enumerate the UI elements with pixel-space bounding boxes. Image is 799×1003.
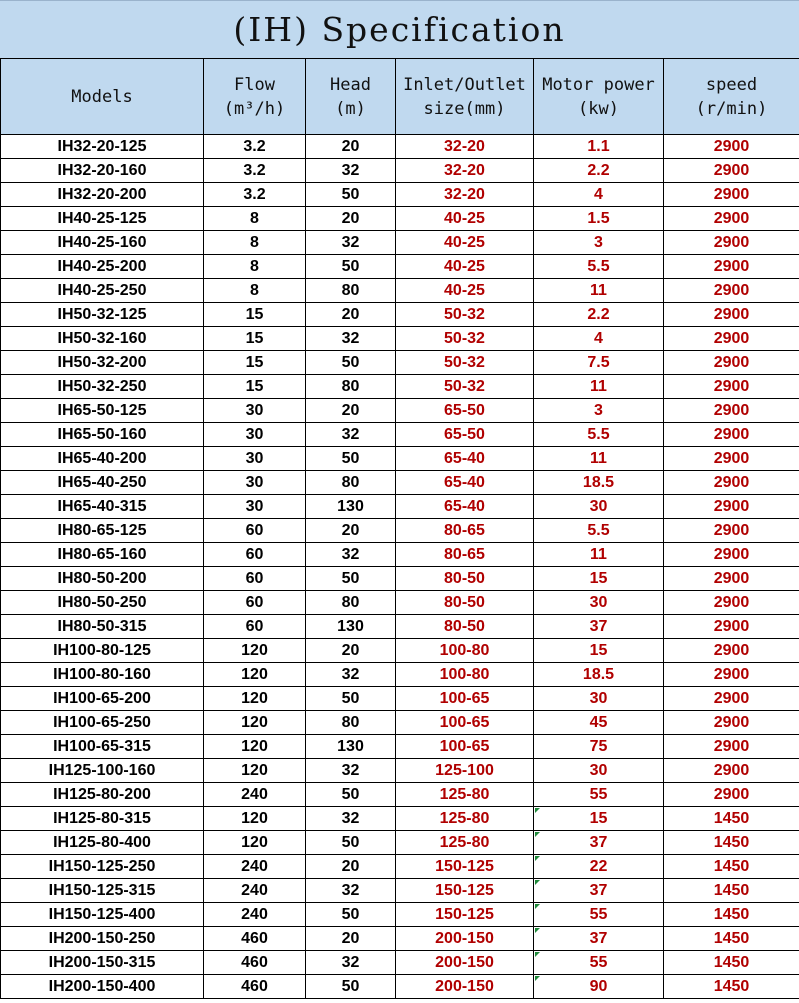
- flow-cell: 120: [204, 711, 306, 735]
- model-cell: IH40-25-125: [1, 207, 204, 231]
- speed-cell: 2900: [664, 231, 799, 255]
- inlet-outlet-cell: 100-65: [396, 735, 534, 759]
- flow-cell: 120: [204, 639, 306, 663]
- model-cell: IH50-32-250: [1, 375, 204, 399]
- flow-cell: 15: [204, 351, 306, 375]
- table-row: [1, 687, 799, 711]
- speed-cell: 1450: [664, 951, 799, 975]
- model-cell: IH100-65-315: [1, 735, 204, 759]
- inlet-outlet-cell: 65-50: [396, 399, 534, 423]
- head-cell: 50: [306, 567, 396, 591]
- model-cell: IH80-50-315: [1, 615, 204, 639]
- motor-power-cell: 11: [534, 375, 664, 399]
- flow-cell: 3.2: [204, 135, 306, 159]
- motor-power-cell: 22: [534, 855, 664, 879]
- model-cell: IH65-40-315: [1, 495, 204, 519]
- flow-cell: 8: [204, 255, 306, 279]
- inlet-outlet-cell: 80-50: [396, 567, 534, 591]
- flow-cell: 60: [204, 567, 306, 591]
- flow-cell: 240: [204, 903, 306, 927]
- model-cell: IH80-50-200: [1, 567, 204, 591]
- model-cell: IH65-50-125: [1, 399, 204, 423]
- table-row: [1, 207, 799, 231]
- flow-cell: 30: [204, 399, 306, 423]
- speed-cell: 2900: [664, 591, 799, 615]
- inlet-outlet-cell: 150-125: [396, 879, 534, 903]
- motor-power-cell: 11: [534, 447, 664, 471]
- inlet-outlet-cell: 65-40: [396, 495, 534, 519]
- flow-cell: 120: [204, 687, 306, 711]
- flow-cell: 30: [204, 423, 306, 447]
- model-cell: IH150-125-400: [1, 903, 204, 927]
- flow-cell: 15: [204, 375, 306, 399]
- head-cell: 130: [306, 735, 396, 759]
- speed-cell: 2900: [664, 279, 799, 303]
- model-cell: IH200-150-250: [1, 927, 204, 951]
- flow-cell: 60: [204, 615, 306, 639]
- model-cell: IH150-125-315: [1, 879, 204, 903]
- model-cell: IH100-80-125: [1, 639, 204, 663]
- motor-power-cell: 55: [534, 951, 664, 975]
- model-cell: IH80-50-250: [1, 591, 204, 615]
- motor-power-cell: 4: [534, 327, 664, 351]
- head-cell: 50: [306, 975, 396, 999]
- flow-cell: 60: [204, 591, 306, 615]
- cell-marker-icon: [535, 904, 540, 909]
- flow-cell: 8: [204, 279, 306, 303]
- head-cell: 130: [306, 495, 396, 519]
- table-header-row: [1, 59, 799, 135]
- model-cell: IH40-25-160: [1, 231, 204, 255]
- inlet-outlet-cell: 150-125: [396, 855, 534, 879]
- speed-cell: 1450: [664, 879, 799, 903]
- speed-cell: 1450: [664, 927, 799, 951]
- model-cell: IH50-32-125: [1, 303, 204, 327]
- motor-power-cell: 15: [534, 567, 664, 591]
- cell-marker-icon: [535, 832, 540, 837]
- motor-power-cell: 1.1: [534, 135, 664, 159]
- model-cell: IH40-25-200: [1, 255, 204, 279]
- inlet-outlet-cell: 200-150: [396, 951, 534, 975]
- head-cell: 32: [306, 231, 396, 255]
- head-cell: 80: [306, 375, 396, 399]
- head-cell: 32: [306, 759, 396, 783]
- inlet-outlet-cell: 65-50: [396, 423, 534, 447]
- flow-cell: 15: [204, 303, 306, 327]
- speed-cell: 2900: [664, 495, 799, 519]
- head-cell: 32: [306, 423, 396, 447]
- head-cell: 130: [306, 615, 396, 639]
- model-cell: IH125-80-200: [1, 783, 204, 807]
- inlet-outlet-cell: 150-125: [396, 903, 534, 927]
- header-speed: speed (r/min): [664, 59, 799, 135]
- head-cell: 32: [306, 663, 396, 687]
- speed-cell: 2900: [664, 471, 799, 495]
- table-row: [1, 399, 799, 423]
- speed-cell: 2900: [664, 615, 799, 639]
- motor-power-cell: 15: [534, 639, 664, 663]
- head-cell: 20: [306, 639, 396, 663]
- motor-power-cell: 55: [534, 783, 664, 807]
- table-row: [1, 495, 799, 519]
- table-row: [1, 519, 799, 543]
- head-cell: 32: [306, 879, 396, 903]
- head-cell: 32: [306, 543, 396, 567]
- motor-power-cell: 2.2: [534, 303, 664, 327]
- motor-power-cell: 5.5: [534, 255, 664, 279]
- speed-cell: 2900: [664, 759, 799, 783]
- inlet-outlet-cell: 50-32: [396, 327, 534, 351]
- model-cell: IH50-32-160: [1, 327, 204, 351]
- inlet-outlet-cell: 200-150: [396, 975, 534, 999]
- inlet-outlet-cell: 80-65: [396, 543, 534, 567]
- speed-cell: 2900: [664, 567, 799, 591]
- speed-cell: 2900: [664, 303, 799, 327]
- head-cell: 20: [306, 303, 396, 327]
- head-cell: 50: [306, 351, 396, 375]
- speed-cell: 2900: [664, 687, 799, 711]
- motor-power-cell: 37: [534, 927, 664, 951]
- speed-cell: 1450: [664, 975, 799, 999]
- inlet-outlet-cell: 80-65: [396, 519, 534, 543]
- head-cell: 20: [306, 855, 396, 879]
- motor-power-cell: 3: [534, 399, 664, 423]
- head-cell: 20: [306, 927, 396, 951]
- flow-cell: 8: [204, 231, 306, 255]
- head-cell: 50: [306, 447, 396, 471]
- table-row: [1, 759, 799, 783]
- inlet-outlet-cell: 50-32: [396, 375, 534, 399]
- motor-power-cell: 1.5: [534, 207, 664, 231]
- motor-power-cell: 30: [534, 687, 664, 711]
- motor-power-cell: 45: [534, 711, 664, 735]
- speed-cell: 2900: [664, 519, 799, 543]
- model-cell: IH80-65-125: [1, 519, 204, 543]
- header-motor-power: Motor power (kw): [534, 59, 664, 135]
- speed-cell: 2900: [664, 639, 799, 663]
- motor-power-cell: 30: [534, 495, 664, 519]
- motor-power-cell: 18.5: [534, 663, 664, 687]
- table-row: [1, 135, 799, 159]
- motor-power-cell: 5.5: [534, 519, 664, 543]
- table-row: [1, 735, 799, 759]
- table-row: [1, 447, 799, 471]
- cell-marker-icon: [535, 952, 540, 957]
- speed-cell: 2900: [664, 783, 799, 807]
- head-cell: 50: [306, 831, 396, 855]
- model-cell: IH125-80-400: [1, 831, 204, 855]
- model-cell: IH150-125-250: [1, 855, 204, 879]
- motor-power-cell: 3: [534, 231, 664, 255]
- flow-cell: 30: [204, 447, 306, 471]
- inlet-outlet-cell: 100-65: [396, 711, 534, 735]
- motor-power-cell: 37: [534, 879, 664, 903]
- table-row: [1, 951, 799, 975]
- motor-power-cell: 7.5: [534, 351, 664, 375]
- inlet-outlet-cell: 32-20: [396, 159, 534, 183]
- speed-cell: 2900: [664, 207, 799, 231]
- motor-power-cell: 55: [534, 903, 664, 927]
- table-row: [1, 231, 799, 255]
- head-cell: 80: [306, 471, 396, 495]
- speed-cell: 1450: [664, 807, 799, 831]
- speed-cell: 2900: [664, 735, 799, 759]
- table-row: [1, 183, 799, 207]
- inlet-outlet-cell: 50-32: [396, 303, 534, 327]
- cell-marker-icon: [535, 928, 540, 933]
- motor-power-cell: 90: [534, 975, 664, 999]
- table-row: [1, 615, 799, 639]
- inlet-outlet-cell: 100-65: [396, 687, 534, 711]
- inlet-outlet-cell: 200-150: [396, 927, 534, 951]
- cell-marker-icon: [535, 808, 540, 813]
- model-cell: IH80-65-160: [1, 543, 204, 567]
- speed-cell: 2900: [664, 423, 799, 447]
- table-row: [1, 303, 799, 327]
- table-row: [1, 903, 799, 927]
- motor-power-cell: 5.5: [534, 423, 664, 447]
- flow-cell: 120: [204, 831, 306, 855]
- cell-marker-icon: [535, 880, 540, 885]
- motor-power-cell: 2.2: [534, 159, 664, 183]
- model-cell: IH32-20-160: [1, 159, 204, 183]
- header-head: Head (m): [306, 59, 396, 135]
- flow-cell: 460: [204, 927, 306, 951]
- table-row: [1, 423, 799, 447]
- head-cell: 32: [306, 327, 396, 351]
- head-cell: 50: [306, 783, 396, 807]
- motor-power-cell: 15: [534, 807, 664, 831]
- head-cell: 20: [306, 207, 396, 231]
- table-row: [1, 255, 799, 279]
- speed-cell: 2900: [664, 327, 799, 351]
- header-inlet-outlet: Inlet/Outlet size(mm): [396, 59, 534, 135]
- head-cell: 32: [306, 159, 396, 183]
- inlet-outlet-cell: 40-25: [396, 231, 534, 255]
- motor-power-cell: 75: [534, 735, 664, 759]
- flow-cell: 460: [204, 975, 306, 999]
- table-row: [1, 879, 799, 903]
- table-row: [1, 351, 799, 375]
- motor-power-cell: 37: [534, 831, 664, 855]
- table-row: [1, 639, 799, 663]
- speed-cell: 2900: [664, 711, 799, 735]
- head-cell: 50: [306, 903, 396, 927]
- model-cell: IH65-40-250: [1, 471, 204, 495]
- speed-cell: 2900: [664, 255, 799, 279]
- table-row: [1, 807, 799, 831]
- inlet-outlet-cell: 40-25: [396, 207, 534, 231]
- flow-cell: 3.2: [204, 159, 306, 183]
- speed-cell: 1450: [664, 855, 799, 879]
- head-cell: 80: [306, 279, 396, 303]
- motor-power-cell: 30: [534, 591, 664, 615]
- header-models: Models: [1, 59, 204, 135]
- cell-marker-icon: [535, 856, 540, 861]
- table-row: [1, 591, 799, 615]
- flow-cell: 30: [204, 495, 306, 519]
- head-cell: 32: [306, 807, 396, 831]
- inlet-outlet-cell: 80-50: [396, 615, 534, 639]
- inlet-outlet-cell: 65-40: [396, 447, 534, 471]
- table-row: [1, 327, 799, 351]
- table-row: [1, 567, 799, 591]
- inlet-outlet-cell: 125-80: [396, 783, 534, 807]
- table-row: [1, 471, 799, 495]
- table-row: [1, 927, 799, 951]
- flow-cell: 3.2: [204, 183, 306, 207]
- speed-cell: 2900: [664, 543, 799, 567]
- table-row: [1, 783, 799, 807]
- table-row: [1, 543, 799, 567]
- table-row: [1, 663, 799, 687]
- head-cell: 32: [306, 951, 396, 975]
- head-cell: 50: [306, 183, 396, 207]
- flow-cell: 30: [204, 471, 306, 495]
- speed-cell: 2900: [664, 375, 799, 399]
- model-cell: IH50-32-200: [1, 351, 204, 375]
- flow-cell: 240: [204, 783, 306, 807]
- flow-cell: 60: [204, 519, 306, 543]
- table-row: [1, 159, 799, 183]
- model-cell: IH32-20-200: [1, 183, 204, 207]
- model-cell: IH65-50-160: [1, 423, 204, 447]
- speed-cell: 2900: [664, 663, 799, 687]
- model-cell: IH65-40-200: [1, 447, 204, 471]
- model-cell: IH100-80-160: [1, 663, 204, 687]
- inlet-outlet-cell: 32-20: [396, 135, 534, 159]
- motor-power-cell: 18.5: [534, 471, 664, 495]
- head-cell: 20: [306, 519, 396, 543]
- speed-cell: 2900: [664, 351, 799, 375]
- model-cell: IH100-65-200: [1, 687, 204, 711]
- flow-cell: 60: [204, 543, 306, 567]
- flow-cell: 8: [204, 207, 306, 231]
- inlet-outlet-cell: 125-80: [396, 807, 534, 831]
- head-cell: 80: [306, 711, 396, 735]
- speed-cell: 2900: [664, 159, 799, 183]
- specification-table: [0, 58, 799, 999]
- inlet-outlet-cell: 125-80: [396, 831, 534, 855]
- inlet-outlet-cell: 65-40: [396, 471, 534, 495]
- speed-cell: 2900: [664, 183, 799, 207]
- header-flow: Flow (m³/h): [204, 59, 306, 135]
- speed-cell: 2900: [664, 399, 799, 423]
- speed-cell: 1450: [664, 903, 799, 927]
- head-cell: 50: [306, 687, 396, 711]
- flow-cell: 120: [204, 663, 306, 687]
- inlet-outlet-cell: 100-80: [396, 639, 534, 663]
- motor-power-cell: 37: [534, 615, 664, 639]
- flow-cell: 240: [204, 879, 306, 903]
- speed-cell: 1450: [664, 831, 799, 855]
- inlet-outlet-cell: 40-25: [396, 279, 534, 303]
- page-title: (IH) Specification: [0, 0, 799, 58]
- head-cell: 80: [306, 591, 396, 615]
- head-cell: 20: [306, 399, 396, 423]
- flow-cell: 460: [204, 951, 306, 975]
- motor-power-cell: 11: [534, 543, 664, 567]
- inlet-outlet-cell: 100-80: [396, 663, 534, 687]
- speed-cell: 2900: [664, 135, 799, 159]
- table-row: [1, 831, 799, 855]
- table-row: [1, 855, 799, 879]
- model-cell: IH40-25-250: [1, 279, 204, 303]
- table-row: [1, 711, 799, 735]
- inlet-outlet-cell: 125-100: [396, 759, 534, 783]
- flow-cell: 240: [204, 855, 306, 879]
- head-cell: 50: [306, 255, 396, 279]
- model-cell: IH200-150-400: [1, 975, 204, 999]
- table-row: [1, 375, 799, 399]
- flow-cell: 120: [204, 807, 306, 831]
- motor-power-cell: 30: [534, 759, 664, 783]
- flow-cell: 120: [204, 735, 306, 759]
- inlet-outlet-cell: 40-25: [396, 255, 534, 279]
- table-row: [1, 975, 799, 999]
- table-row: [1, 279, 799, 303]
- model-cell: IH32-20-125: [1, 135, 204, 159]
- flow-cell: 120: [204, 759, 306, 783]
- inlet-outlet-cell: 50-32: [396, 351, 534, 375]
- motor-power-cell: 11: [534, 279, 664, 303]
- motor-power-cell: 4: [534, 183, 664, 207]
- inlet-outlet-cell: 32-20: [396, 183, 534, 207]
- model-cell: IH200-150-315: [1, 951, 204, 975]
- model-cell: IH125-80-315: [1, 807, 204, 831]
- head-cell: 20: [306, 135, 396, 159]
- cell-marker-icon: [535, 976, 540, 981]
- model-cell: IH100-65-250: [1, 711, 204, 735]
- model-cell: IH125-100-160: [1, 759, 204, 783]
- flow-cell: 15: [204, 327, 306, 351]
- speed-cell: 2900: [664, 447, 799, 471]
- inlet-outlet-cell: 80-50: [396, 591, 534, 615]
